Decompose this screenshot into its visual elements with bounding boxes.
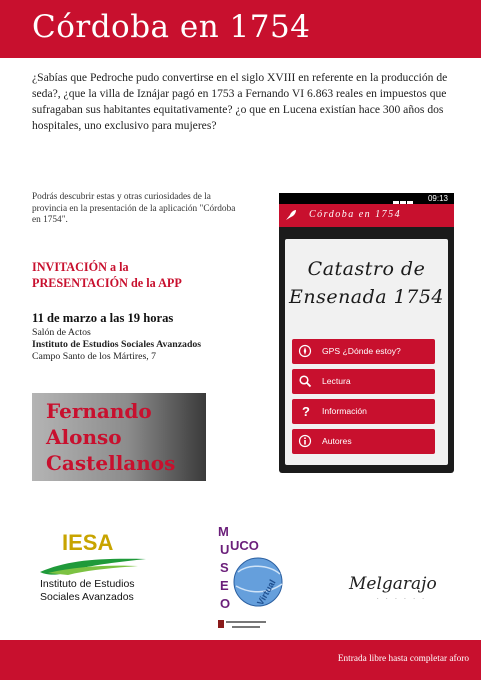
svg-text:M: M — [218, 524, 229, 539]
svg-text:O: O — [220, 596, 231, 611]
svg-text:U: U — [220, 542, 230, 557]
app-title: Córdoba en 1754 — [309, 209, 402, 220]
menu-button-lectura[interactable] — [292, 369, 435, 394]
footer-note: Entrada libre hasta completar aforo — [337, 654, 469, 664]
phone-status-bar — [279, 193, 454, 204]
footer-banner — [0, 640, 481, 680]
iesa-wordmark: IESA — [62, 530, 114, 555]
invitation-line-1: INVITACIÓN a la — [32, 260, 129, 274]
melgarajo-wordmark: Melgarajo — [349, 574, 437, 594]
svg-text:E: E — [220, 578, 229, 593]
menu-button-autores[interactable] — [292, 429, 435, 454]
menu-button-informacion[interactable] — [292, 399, 435, 424]
svg-text:S: S — [220, 560, 229, 575]
status-icons — [392, 195, 418, 202]
question-icon — [298, 404, 312, 418]
iesa-subtitle-line-1: Instituto de Estudios — [40, 578, 135, 590]
quill-icon — [285, 209, 297, 221]
app-screen — [285, 239, 448, 465]
page-title: Córdoba en 1754 — [32, 9, 311, 45]
iesa-subtitle — [40, 578, 135, 604]
speaker-box — [32, 393, 206, 481]
menu-label-lectura: Lectura — [322, 376, 351, 386]
app-bar — [279, 204, 454, 227]
event-venue — [32, 327, 252, 363]
speaker-line-1: Fernando — [46, 399, 152, 423]
invitation-heading — [32, 260, 242, 291]
menu-label-gps: GPS ¿Dónde estoy? — [322, 346, 401, 356]
melgarajo-dots: · · · · · · — [377, 596, 427, 602]
svg-text:?: ? — [302, 404, 310, 418]
speaker-line-3: Castellanos — [46, 451, 176, 475]
museo-virtual-logo — [214, 520, 294, 635]
venue-address: Campo Santo de los Mártires, 7 — [32, 351, 157, 362]
invitation-line-2: PRESENTACIÓN de la APP — [32, 275, 182, 290]
menu-label-autores: Autores — [322, 436, 352, 446]
discover-paragraph: Podrás descubrir estas y otras curiosidades de la provincia en la presentación de la aplicación "Córdoba en 1754". — [32, 192, 236, 225]
screen-title-line-2: Ensenada 1754 — [288, 286, 445, 308]
magnifier-icon — [298, 374, 312, 388]
phone-mockup — [279, 193, 454, 473]
speaker-line-2: Alonso — [46, 425, 122, 449]
screen-title — [285, 255, 448, 311]
menu-button-gps[interactable] — [292, 339, 435, 364]
iesa-swoosh-icon — [38, 556, 148, 576]
svg-text:UCO: UCO — [230, 538, 259, 553]
status-time: 09:13 — [427, 194, 448, 203]
svg-text:Virtual: Virtual — [255, 577, 278, 607]
menu-label-informacion: Información — [322, 406, 367, 416]
compass-icon — [298, 344, 312, 358]
intro-paragraph: ¿Sabías que Pedroche pudo convertirse en el siglo XVIII en referente en la producción de seda?, ¿que la villa de Iznájar pagó en 1753 a Fernando VI 6.863 reales en impuestos que sufragaban sus habitantes equitativamente? ¿o que en Lucena existían hace 300 años dos hospitales, uno exclusivo para mujeres? — [32, 71, 448, 132]
venue-institute: Instituto de Estudios Sociales Avanzados — [32, 339, 202, 350]
melgarajo-logo — [349, 574, 449, 608]
event-date: 11 de marzo a las 19 horas — [32, 311, 174, 325]
speaker-name — [46, 398, 175, 476]
info-icon — [298, 434, 312, 448]
iesa-logo — [34, 530, 164, 610]
header-banner — [0, 0, 481, 58]
screen-title-line-1: Catastro de — [307, 258, 426, 280]
iesa-subtitle-line-2: Sociales Avanzados — [40, 591, 134, 603]
venue-room: Salón de Actos — [32, 327, 91, 338]
